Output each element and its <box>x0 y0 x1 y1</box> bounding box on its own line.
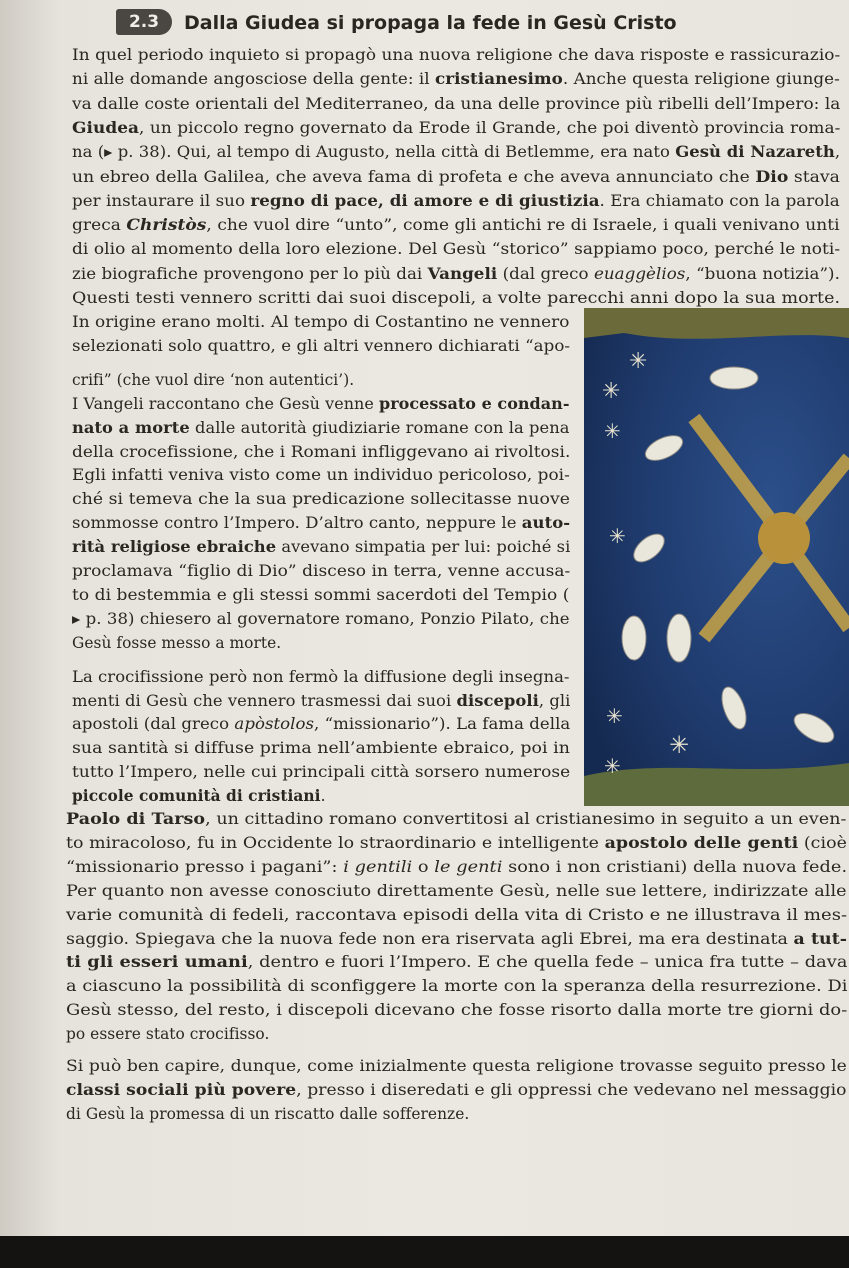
svg-text:✳: ✳ <box>604 419 621 443</box>
text-run: di Gesù la promessa di un riscatto dalle sofferenze. <box>66 1104 470 1123</box>
svg-text:✳: ✳ <box>629 349 648 374</box>
text-line <box>66 928 847 950</box>
text-run: I Vangeli raccontano che Gesù venne <box>72 394 380 413</box>
mosaic-illustration <box>584 308 849 806</box>
text-run: menti di Gesù che vennero trasmessi dai suoi <box>72 691 457 710</box>
text-run: della crocefissione, che i Romani infliggevano ai rivoltosi. <box>72 442 571 461</box>
text-line <box>72 238 840 260</box>
text-run: varie comunità di fedeli, raccontava episodi della vita di Cristo e ne illustrava il mes- <box>66 905 848 924</box>
text-line <box>72 68 840 90</box>
text-run: . <box>320 787 326 806</box>
text-line <box>72 441 570 463</box>
section-title: Dalla Giudea si propaga la fede in Gesù Cristo <box>184 12 677 34</box>
text-line <box>72 44 840 66</box>
text-line <box>72 608 570 630</box>
bold-term: nato a morte <box>72 418 190 437</box>
text-run: , dentro e fuori l’Impero. E che quella fede – unica fra tutte – dava <box>247 953 848 972</box>
mosaic-gold-center <box>758 512 810 564</box>
text-run: saggio. Spiegava che la nuova fede non era riservata agli Ebrei, ma era destinata <box>66 929 794 948</box>
text-run: po essere stato crocifisso. <box>66 1025 270 1044</box>
svg-text:✳: ✳ <box>602 379 621 404</box>
text-line <box>72 117 840 139</box>
text-line <box>72 464 570 486</box>
text-run: tutto l’Impero, nelle cui principali città sorsero numerose <box>72 763 571 782</box>
text-line <box>72 560 570 582</box>
text-run: Egli infatti veniva visto come un individuo pericoloso, poi- <box>72 466 570 485</box>
text-line <box>72 761 570 783</box>
bold-term: Giudea <box>72 118 140 137</box>
bold-term: Vangeli <box>427 264 498 283</box>
text-run: stava <box>788 167 840 186</box>
text-line <box>66 808 846 830</box>
bold-term: Paolo di Tarso <box>66 810 206 828</box>
text-run: sono i non cristiani) della nuova fede. <box>502 857 848 876</box>
section-number-badge: 2.3 <box>116 9 172 35</box>
text-line <box>72 214 840 236</box>
text-line <box>72 141 840 163</box>
bold-term: classi sociali più povere <box>66 1080 297 1099</box>
text-line <box>72 287 840 309</box>
bold-term: processato e condan- <box>379 394 570 413</box>
text-line <box>72 666 570 688</box>
text-run: , “buona notizia”). <box>685 264 840 283</box>
text-run: Questi testi vennero scritti dai suoi discepoli, a volte parecchi anni dopo la sua morte. <box>72 289 841 307</box>
text-run: a ciascuno la possibilità di sconfiggere la morte con la speranza della resurrezione. Di <box>66 977 848 996</box>
text-run: , gli <box>538 691 571 710</box>
bold-term: discepoli <box>456 691 539 710</box>
text-run: Gesù stesso, del resto, i discepoli dicevano che fosse risorto dalla morte tre giorni do- <box>66 1001 848 1020</box>
text-run: per instaurare il suo <box>72 191 251 210</box>
bold-term: apostolo delle genti <box>604 833 799 852</box>
text-line <box>66 1023 269 1045</box>
text-run: Si può ben capire, dunque, come inizialmente questa religione trovasse seguito presso le <box>66 1057 847 1075</box>
italic-term: apòstolos <box>234 715 315 734</box>
text-run: Per quanto non avesse conosciuto direttamente Gesù, nelle sue lettere, indirizzate alle <box>66 881 847 900</box>
text-line <box>72 737 570 759</box>
text-run: In origine erano molti. Al tempo di Costantino ne vennero <box>72 313 570 331</box>
text-line <box>72 263 840 285</box>
svg-text:✳: ✳ <box>604 754 621 778</box>
bold-term: rità religiose ebraiche <box>72 538 277 557</box>
text-line <box>72 632 281 654</box>
text-line <box>72 311 569 333</box>
text-run: , presso i diseredati e gli oppressi che vedevano nel messaggio <box>296 1080 847 1099</box>
text-line <box>66 904 847 926</box>
italic-term: i gentili <box>343 857 413 876</box>
text-line <box>66 1055 847 1077</box>
text-run: dalle autorità giudiziarie romane con la pena <box>189 418 570 437</box>
text-run: o <box>412 857 435 876</box>
text-line <box>72 488 570 510</box>
bold-term: auto- <box>521 514 571 533</box>
text-run: “missionario presso i pagani”: <box>66 857 344 876</box>
text-run: sua santità si diffuse prima nell’ambiente ebraico, poi in <box>72 739 570 758</box>
text-run: ché si temeva che la sua predicazione sollecitasse nuove <box>72 490 571 509</box>
bold-term: Gesù di Nazareth <box>675 143 835 162</box>
text-line <box>66 1103 469 1125</box>
bold-term: Dio <box>755 167 789 186</box>
text-line <box>66 880 847 902</box>
text-run: to di bestemmia e gli stessi sommi sacerdoti del Tempio ( <box>72 585 570 604</box>
text-line <box>72 369 354 391</box>
text-run: (dal greco <box>497 264 594 283</box>
italic-term: euaggèlios <box>593 264 686 283</box>
text-line <box>72 512 570 534</box>
text-line <box>72 335 570 357</box>
text-run: zie biografiche provengono per lo più dai <box>72 264 428 283</box>
svg-text:✳: ✳ <box>609 524 626 548</box>
text-run: La crocifissione però non fermò la diffusione degli insegna- <box>72 667 570 686</box>
bold-term: a tut- <box>793 929 848 948</box>
text-run: greca <box>72 216 127 235</box>
text-run: un ebreo della Galilea, che aveva fama di profeta e che aveva annunciato che <box>72 167 756 186</box>
text-line <box>66 975 848 997</box>
text-line <box>72 536 570 558</box>
page-bottom-edge <box>0 1236 849 1268</box>
text-line <box>66 856 847 878</box>
text-line <box>66 832 847 854</box>
text-run: , un cittadino romano convertitosi al cristianesimo in seguito a un even- <box>205 810 847 828</box>
text-run: sommosse contro l’Impero. D’altro canto, neppure le <box>72 514 522 533</box>
bold-term: regno di pace, di amore e di giustizia <box>250 191 600 210</box>
text-line <box>66 951 848 973</box>
text-run: na (▸ p. 38). Qui, al tempo di Augusto, nella città di Betlemme, era nato <box>72 143 676 162</box>
text-line <box>72 166 840 188</box>
text-run: ni alle domande angosciose della gente: il <box>72 70 436 89</box>
text-run: , “missionario”). La fama della <box>314 715 571 734</box>
text-run: , un piccolo regno governato da Erode il Grande, che poi diventò provincia roma- <box>139 118 841 137</box>
text-run: di olio al momento della loro elezione. Del Gesù “storico” sappiamo poco, perché le noti- <box>72 240 841 259</box>
text-line <box>66 999 847 1021</box>
text-run: In quel periodo inquieto si propagò una nuova religione che dava risposte e rassicurazio- <box>72 46 841 64</box>
text-line <box>72 785 326 807</box>
text-run: proclamava “figlio di Dio” disceso in terra, venne accusa- <box>72 562 571 580</box>
text-run: , <box>834 143 841 162</box>
text-run: Gesù fosse messo a morte. <box>72 633 282 652</box>
italic-term: le genti <box>434 857 503 876</box>
bold-term: ti gli esseri umani <box>66 953 248 972</box>
svg-text:✳: ✳ <box>606 704 623 728</box>
text-run: . Anche questa religione giunge- <box>562 70 840 89</box>
text-line <box>72 93 840 115</box>
text-line <box>72 190 840 212</box>
text-line <box>72 393 570 415</box>
text-run: selezionati solo quattro, e gli altri vennero dichiarati “apo- <box>72 336 571 355</box>
text-line <box>72 690 570 712</box>
text-line <box>72 713 570 735</box>
text-run: (cioè <box>798 833 847 852</box>
text-run: avevano simpatia per lui: poiché si <box>276 538 571 557</box>
text-line <box>72 417 569 439</box>
svg-text:✳: ✳ <box>669 731 690 759</box>
text-run: crifi” (che vuol dire ‘non autentici’). <box>72 370 355 389</box>
bold-term: cristianesimo <box>435 70 563 89</box>
text-run: , che vuol dire “unto”, come gli antichi re di Israele, i quali venivano unti <box>206 216 840 235</box>
text-line <box>72 584 569 606</box>
bold-term: Christòs <box>126 216 207 235</box>
text-run: . Era chiamato con la parola <box>599 191 840 210</box>
text-run: to miracoloso, fu in Occidente lo straordinario e intelligente <box>66 833 605 852</box>
text-run: ▸ p. 38) chiesero al governatore romano, Ponzio Pilato, che <box>72 609 570 628</box>
text-line <box>66 1079 846 1101</box>
text-run: va dalle coste orientali del Mediterraneo, da una delle province più ribelli dell’Impero: la <box>72 94 841 113</box>
bold-term: piccole comunità di cristiani <box>72 787 321 806</box>
text-run: apostoli (dal greco <box>72 715 235 734</box>
